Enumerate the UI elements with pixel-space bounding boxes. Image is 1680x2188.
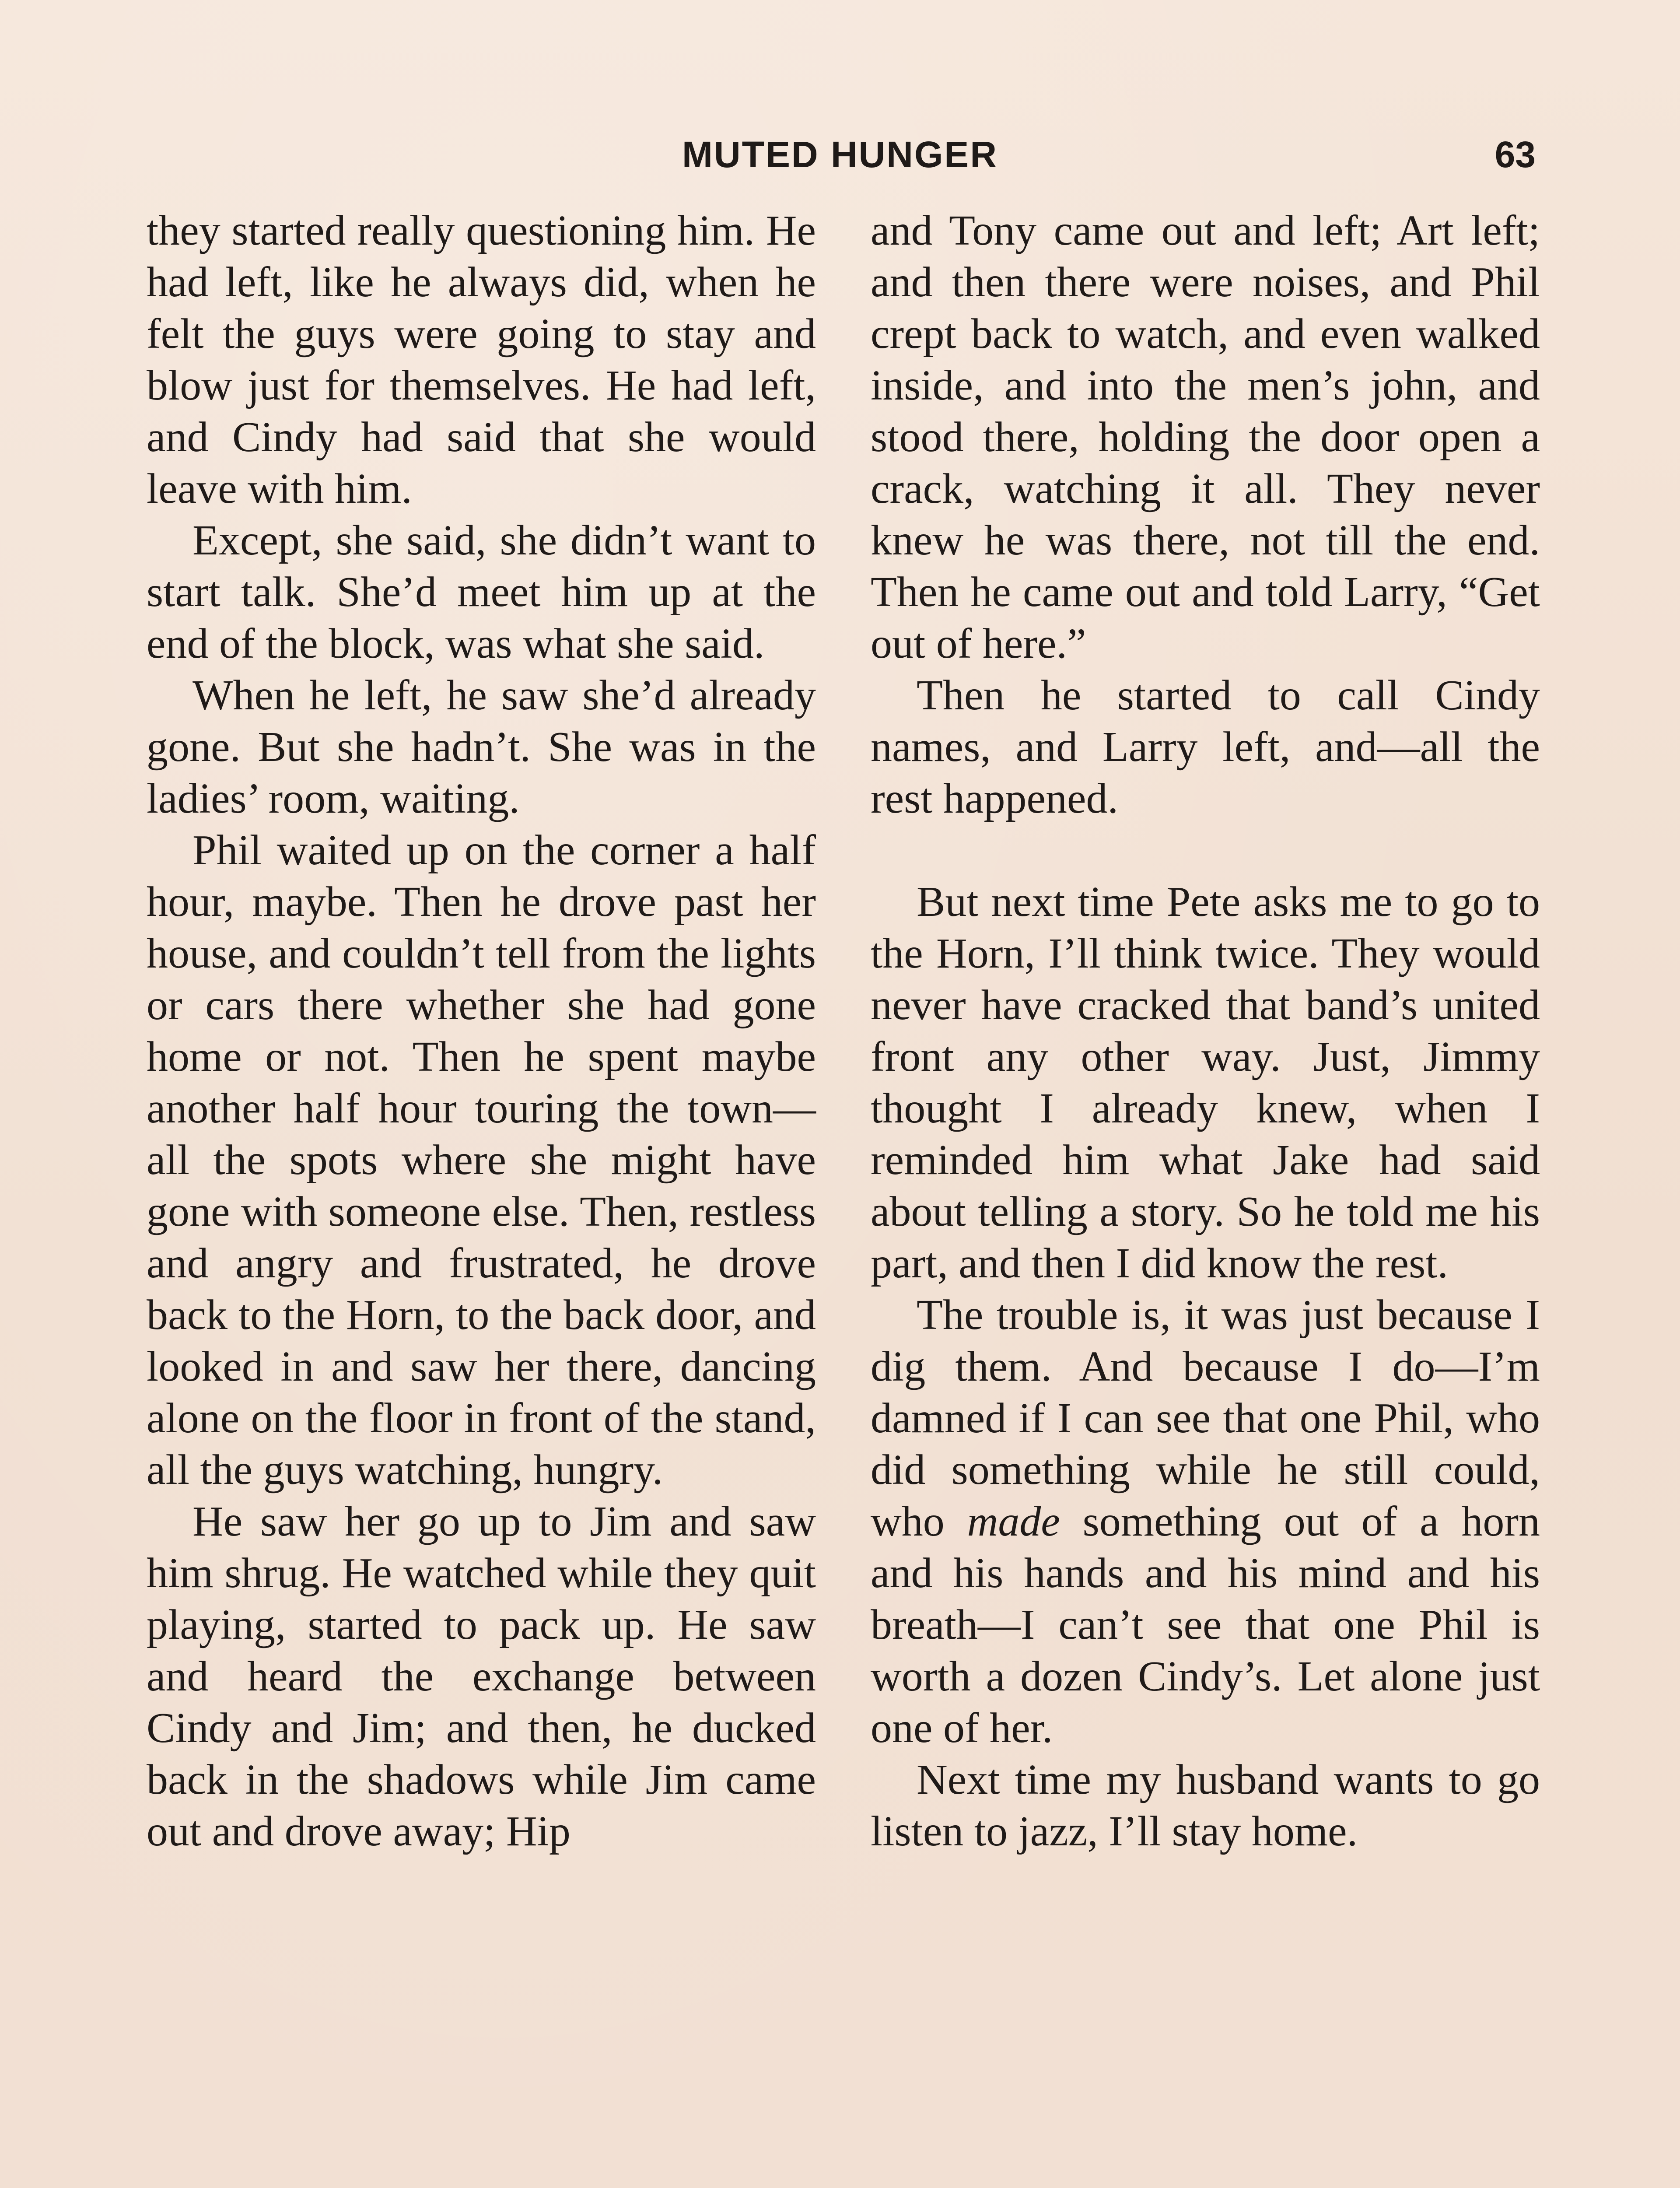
paragraph: Except, she said, she didn’t want to start talk. She’d meet him up at the end of the block, was what she said.: [147, 517, 816, 667]
running-title: MUTED HUNGER: [682, 134, 998, 175]
paragraph: But next time Pete asks me to go to the Horn, I’ll think twice. They would never have cracked that band’s united front any other way. Just, Jimmy thought I already knew, when I reminded him what Jake had said about telling a story. So he told me his part, and then I did know the rest.: [871, 878, 1540, 1287]
paragraph: [871, 1289, 1540, 1754]
paragraph: When he left, he saw she’d already gone. But she hadn’t. She was in the ladies’ room, waiting.: [147, 672, 816, 822]
paragraph: Phil waited up on the corner a half hour, maybe. Then he drove past her house, and couldn’t tell from the lights or cars there whether she had gone home or not. Then he spent maybe another half hour touring the town—all the spots where she might have gone with someone else. Then, restless and angry and frustrated, he drove back to the Horn, to the back door, and looked in and saw her there, dancing alone on the floor in front of the stand, all the guys watching, hungry.: [147, 827, 816, 1494]
paragraph-text: something out of a horn and his hands and his mind and his breath—I can’t see that one Phil is worth a dozen Cindy’s. Let alone just one of her.: [871, 1498, 1540, 1752]
paragraph-text: The trouble is, it was just because I dig them. And because I do—I’m damned if I can see that one Phil, who did something while he still could, who: [871, 1291, 1540, 1545]
running-head: [144, 133, 1536, 182]
page-number: 63: [1494, 134, 1536, 175]
paragraph: and Tony came out and left; Art left; and then there were noises, and Phil crept back to watch, and even walked inside, and into the men’s john, and stood there, holding the door open a crack, watching it all. They never knew he was there, not till the end. Then he came out and told Larry, “Get out of here.”: [871, 207, 1540, 667]
right-column: [871, 205, 1540, 1857]
emphasis: made: [967, 1498, 1060, 1545]
paragraph: Next time my husband wants to go listen to jazz, I’ll stay home.: [871, 1756, 1540, 1855]
paragraph: He saw her go up to Jim and saw him shrug. He watched while they quit playing, started to pack up. He saw and heard the exchange between Cindy and Jim; and then, he ducked back in the shadows while Jim came out and drove away; Hip: [147, 1498, 816, 1855]
left-column: [147, 205, 816, 1857]
paragraph: Then he started to call Cindy names, and Larry left, and—all the rest happened.: [871, 672, 1540, 822]
paragraph: they started really questioning him. He had left, like he always did, when he felt the guys were going to stay and blow just for themselves. He had left, and Cindy had said that she would leave with him.: [147, 207, 816, 512]
